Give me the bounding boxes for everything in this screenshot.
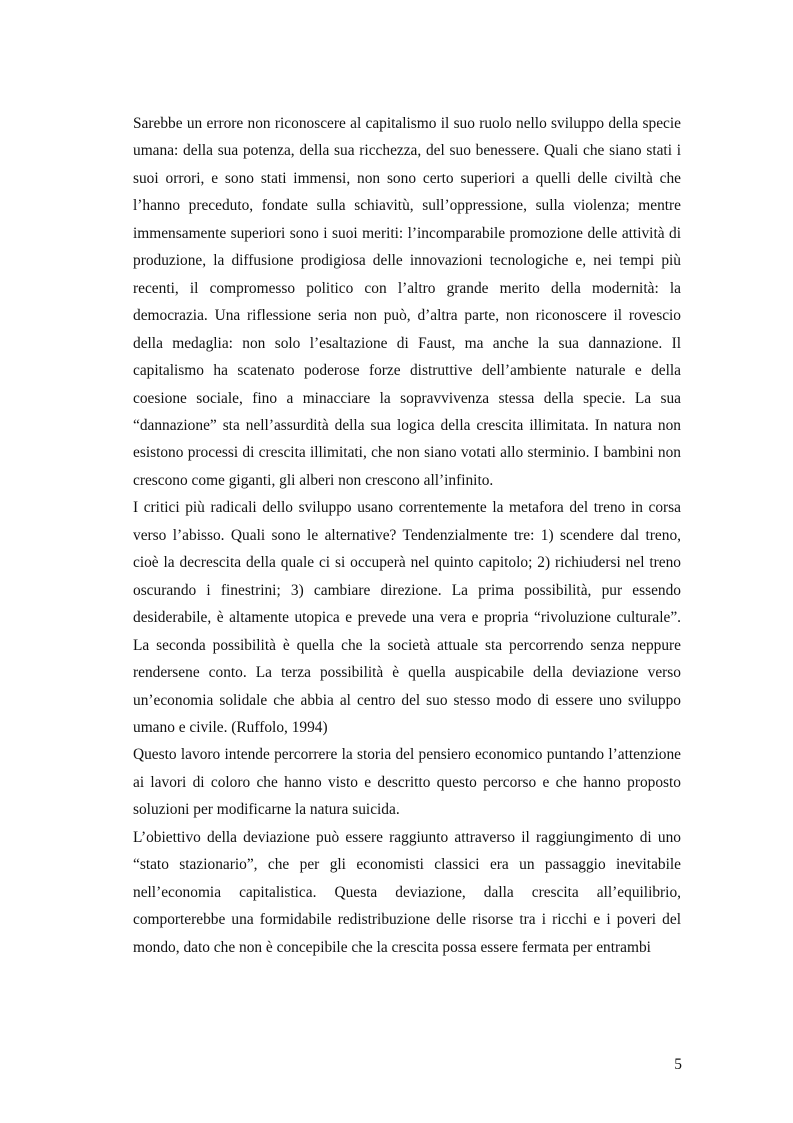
paragraph-stationary-state: L’obiettivo della deviazione può essere raggiunto attraverso il raggiungimento di uno “stato stazionario”, che per gli economisti classici era un passaggio inevitabile nell’economia capitalistica. Questa deviazione, dalla crescita all’equilibrio, comporterebbe una formidabile redistribuzione delle risorse tra i ricchi e i poveri del mondo, dato che non è concepibile che la crescita possa essere fermata per entrambi bbox=[133, 828, 681, 956]
paragraph-capitalism-merits: Sarebbe un errore non riconoscere al capitalismo il suo ruolo nello sviluppo della specie umana: della sua potenza, della sua ricchezza, del suo benessere. Quali che siano stati i suoi orrori, e sono stati immensi, non sono certo superiori a quelli delle civiltà che l’hanno preceduto, fondate sulla schiavitù, sull’oppressione, sulla violenza; mentre immensamente superiori sono i suoi meriti: l’incomparabile promozione delle attività di produzione, la diffusione prodigiosa delle innovazioni tecnologiche e, nei tempi più recenti, il compromesso politico con l’altro grande merito della modernità: la democrazia. Una riflessione seria non può, d’altra parte, non riconoscere il rovescio della medaglia: non solo l’esaltazione di Faust, ma anche la sua dannazione. Il capitalismo ha scatenato poderose forze distruttive dell’ambiente naturale e della coesione sociale, fino a minacciare la sopravvivenza stessa della specie. La sua “dannazione” sta nell’assurdità della sua logica della crescita illimitata. In natura non esistono processi di crescita illimitati, che non siano votati allo sterminio. I bambini non crescono come giganti, gli alberi non crescono all’infinito. bbox=[133, 115, 681, 489]
paragraph-train-metaphor: I critici più radicali dello sviluppo usano correntemente la metafora del treno in corsa verso l’abisso. Quali sono le alternative? Tendenzialmente tre: 1) scendere dal treno, cioè la decrescita della quale ci si occuperà nel quinto capitolo; 2) richiudersi nel treno oscurando i finestrini; 3) cambiare direzione. La prima possibilità, pur essendo desiderabile, è altamente utopica e prevede una vera e propria “rivoluzione culturale”. La seconda possibilità è quella che la società attuale sta percorrendo senza neppure rendersene conto. La terza possibilità è quella auspicabile della deviazione verso un’economia solidale che abbia al centro del suo stesso modo di essere uno sviluppo umano e civile. (Ruffolo, 1994) bbox=[133, 499, 681, 736]
paragraph-work-purpose: Questo lavoro intende percorrere la storia del pensiero economico puntando l’attenzione ai lavori di coloro che hanno visto e descritto questo percorso e che hanno proposto soluzioni per modificarne la natura suicida. bbox=[133, 746, 681, 819]
body-text bbox=[133, 110, 681, 961]
page-number: 5 bbox=[674, 1056, 682, 1073]
